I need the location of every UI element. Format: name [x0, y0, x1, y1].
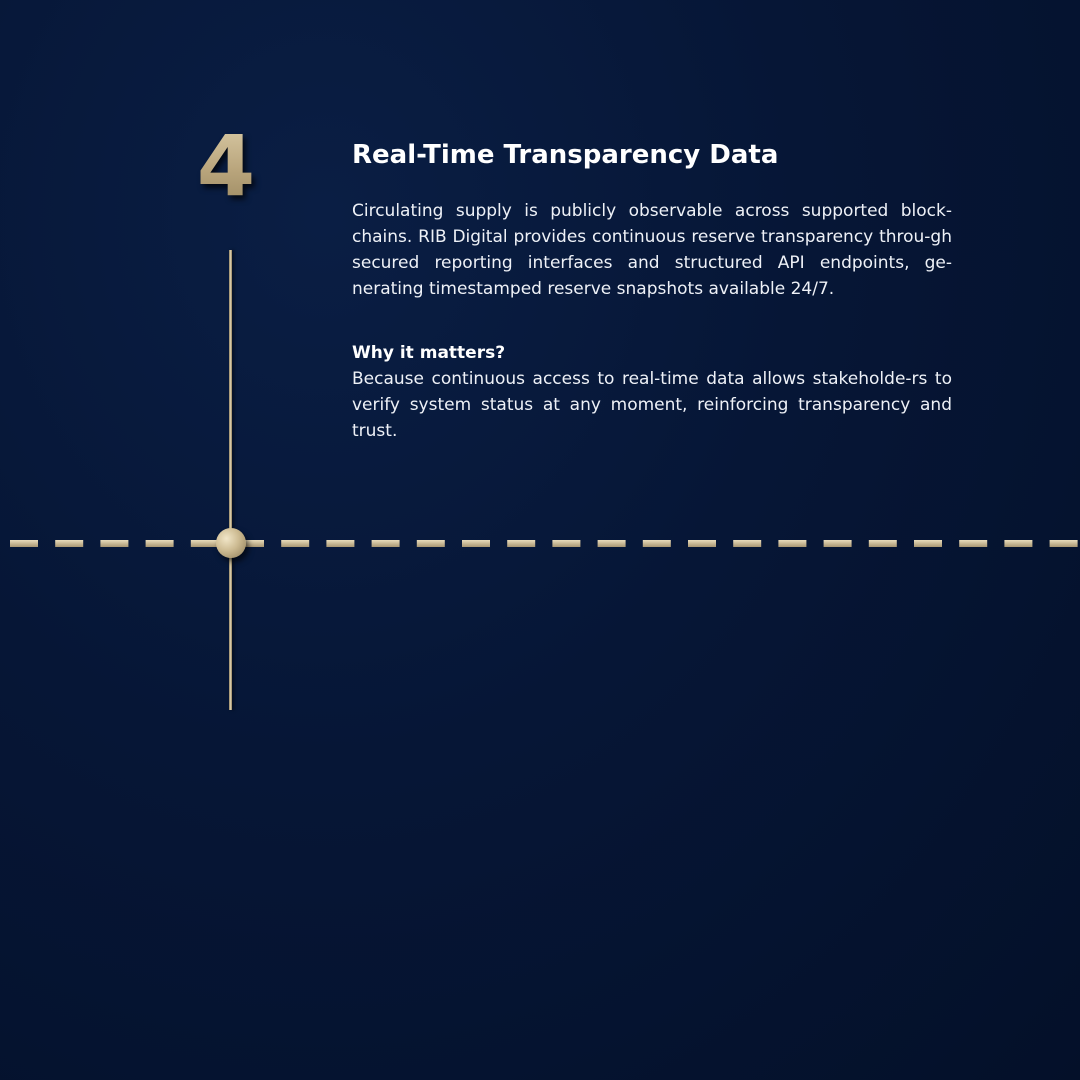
dash-segment: [326, 540, 354, 547]
why-body: Because continuous access to real-time data allows stakeholde-rs to verify system status at any moment, reinforcing transparency and trust.: [352, 369, 952, 441]
dash-segment: [146, 540, 174, 547]
dash-segment: [552, 540, 580, 547]
dash-segment: [100, 540, 128, 547]
timeline-vertical-line: [229, 250, 232, 710]
dash-segment: [55, 540, 83, 547]
dash-segment: [688, 540, 716, 547]
dash-segment: [959, 540, 987, 547]
step-number: 4: [186, 124, 266, 208]
dash-segment: [869, 540, 897, 547]
dash-segment: [417, 540, 445, 547]
dash-segment: [462, 540, 490, 547]
dash-segment: [1050, 540, 1078, 547]
dash-segment: [507, 540, 535, 547]
why-heading: Why it matters?: [352, 343, 506, 363]
dash-segment: [598, 540, 626, 547]
dash-segment: [824, 540, 852, 547]
timeline-node: [216, 528, 246, 558]
dash-segment: [1004, 540, 1032, 547]
dash-segment: [372, 540, 400, 547]
content-block: [352, 138, 952, 444]
dash-segment: [281, 540, 309, 547]
dash-segment: [10, 540, 38, 547]
dash-segment: [643, 540, 671, 547]
section-body: Circulating supply is publicly observable across supported block-chains. RIB Digital provides continuous reserve transparency throu-gh secured reporting interfaces and structured API endpoints, ge-nerating timestamped reserve snapshots available 24/7.: [352, 201, 952, 299]
dash-segment: [733, 540, 761, 547]
section-title: Real-Time Transparency Data: [352, 140, 779, 170]
timeline-dashed-line: [0, 539, 1080, 547]
dash-segment: [191, 540, 219, 547]
dash-segment: [778, 540, 806, 547]
dash-segment: [914, 540, 942, 547]
